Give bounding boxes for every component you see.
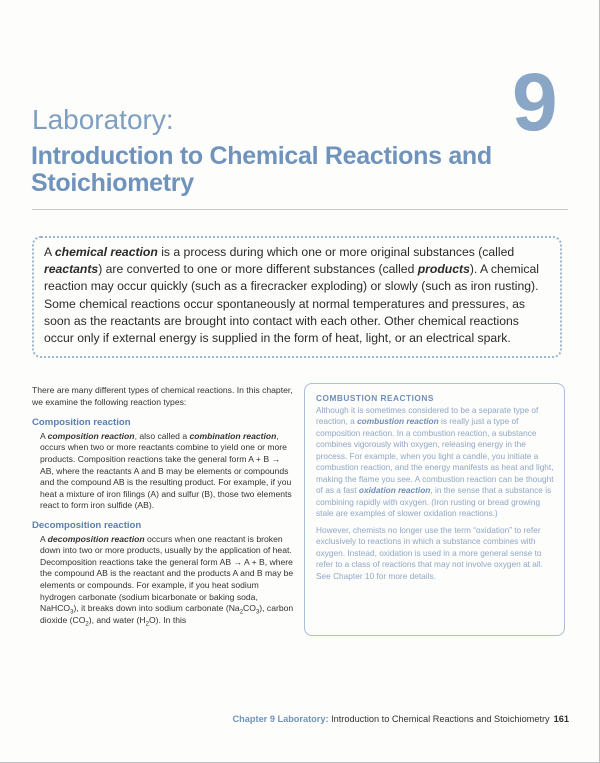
text-run: O). In this <box>148 614 187 625</box>
left-intro-paragraph: There are many different types of chemical reactions. In this chapter, we examine the following reaction types: <box>32 385 293 407</box>
text-run: occurs when one reactant is broken down into two or more products, usually by the application of heat. Decomposition reactions take the general form AB → A + B, where the compound AB is the reactant and the products A and B may be elements or compounds. For example, if you heat sodium hydrogen carbonate (sodium bicarbonate or baking soda, NaHCO <box>40 533 294 614</box>
subscript: 2 <box>239 609 244 616</box>
section-heading-decomposition: Decomposition reaction <box>32 519 142 531</box>
chapter-kicker: Laboratory: <box>32 104 174 135</box>
key-term: products <box>417 262 470 277</box>
footer-title: Introduction to Chemical Reactions and Stoichiometry <box>328 714 550 724</box>
text-run: ), it breaks down into sodium carbonate (Na <box>73 603 240 614</box>
key-term: decomposition reaction <box>47 533 145 544</box>
text-run: ) are converted to one or more different substances (called <box>98 262 418 277</box>
text-run: is a process during which one or more original substances (called <box>157 245 515 259</box>
sidebar-paragraph-2 <box>316 525 554 583</box>
text-run: However, chemists no longer use the term “oxidation” to refer exclusively to reactions in which a substance combines with oxygen. Instead, oxidation is used in a more general sense to refer to a class of reactions that may not involve oxygen at all. See Chapter 10 for more details. <box>316 524 543 581</box>
text-run: ), carbon dioxide (CO <box>40 603 294 625</box>
sidebar-paragraph-1 <box>316 405 554 520</box>
section-body-composition <box>32 431 294 512</box>
section-heading-composition: Composition reaction <box>32 417 131 429</box>
subscript: 3 <box>70 609 74 616</box>
text-run: , in the sense that a substance is combining rapidly with oxygen. (Iron rusting or bread growing stale are examples of slower oxidation reactions.) <box>316 485 552 518</box>
text-run: CO <box>243 603 256 614</box>
combustion-sidebar <box>304 383 565 636</box>
title-divider <box>32 209 568 210</box>
key-term: reactants <box>44 262 99 277</box>
sidebar-heading: COMBUSTION REACTIONS <box>316 393 434 403</box>
text-run: ), and water (H <box>88 614 146 625</box>
footer-chapter-label: Chapter 9 Laboratory: <box>232 714 329 724</box>
text-run: is really just a type of composition reaction. In a combustion reaction, a substance combines vigorously with oxygen, releasing energy in the process. For example, when you light a candle, you initiate a combustion reaction, and the energy manifests as heat and light, making the flame you see. A combustion reaction can be thought of as a fast <box>316 416 554 495</box>
left-column <box>32 385 294 626</box>
key-term: combustion reaction <box>357 416 439 426</box>
key-term: composition reaction <box>47 430 135 441</box>
page-number: 161 <box>553 714 569 724</box>
subscript: 3 <box>255 609 260 616</box>
text-run: ). A chemical reaction may occur quickly (such as a firecracker exploding) or slowly (such as iron rusting). Some chemical reactions occur spontaneously at normal temperatures and pressures, as soon as the reactants are brought into contact with each other. Other chemical reactions occur only if external energy is supplied in the form of heat, light, or an electrical spark. <box>44 262 539 346</box>
text-run: Although it is sometimes considered to be a separate type of reaction, a <box>316 404 539 426</box>
key-term: combination reaction <box>189 430 277 441</box>
intro-paragraph <box>44 244 550 347</box>
page-footer <box>233 714 569 724</box>
chapter-number: 9 <box>512 57 556 148</box>
text-run: A <box>40 533 48 544</box>
section-body-decomposition <box>32 534 294 627</box>
subscript: 2 <box>145 621 149 628</box>
subscript: 2 <box>85 621 89 628</box>
intro-callout-box <box>32 236 562 358</box>
key-term: oxidation reaction <box>358 485 431 495</box>
text-run: A <box>44 245 55 259</box>
text-run: , also called a <box>134 430 190 441</box>
key-term: chemical reaction <box>54 245 158 259</box>
text-run: , occurs when two or more reactants combine to yield one or more products. Composition reactions take the general form A + B → AB, where the reactants A and B may be elements or compounds and the compound AB is the resulting product. For example, if you heat a mixture of iron filings (A) and sulfur (B), those two elements react to form iron sulfide (AB). <box>40 430 292 511</box>
chapter-title: Introduction to Chemical Reactions and Stoichiometry <box>31 142 492 197</box>
text-run: A <box>40 430 48 441</box>
